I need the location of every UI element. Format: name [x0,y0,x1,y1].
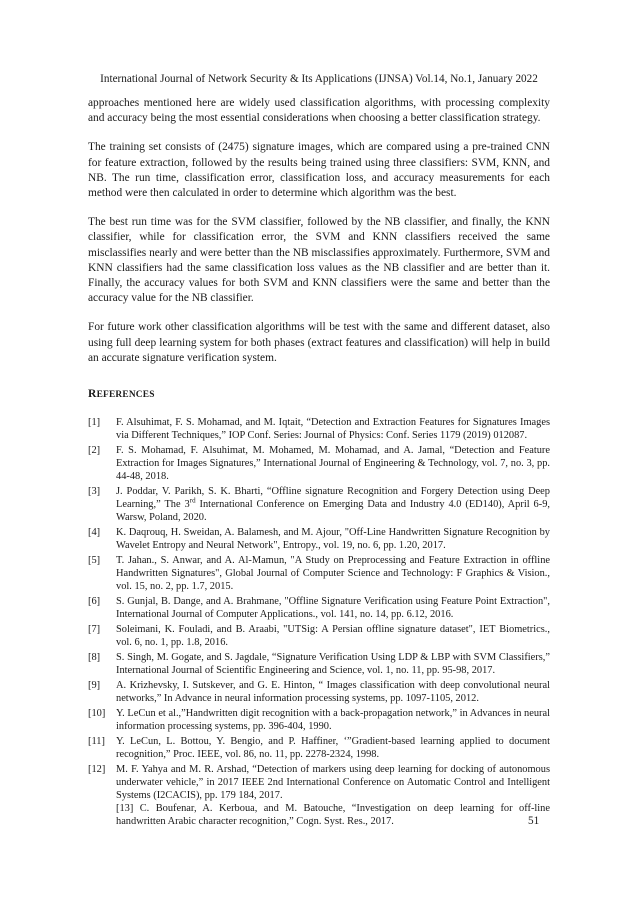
references-heading [88,386,550,403]
paragraph: The training set consists of (2475) signature images, which are compared using a pre-trained CNN for feature extraction, followed by the results being trained using three classifiers: SVM, KNN, and NB. The run time, classification error, classification loss, and accuracy measurements for each method were then calculated in order to determine which algorithm was the best. [88,141,550,200]
reference-text: F. Alsuhimat, F. S. Mohamad, and M. Iqtait, “Detection and Extraction Features for Signatures Images via Different Techniques,” IOP Conf. Series: Journal of Physics: Conf. Series 1179 (2019) 012087. [116,417,550,442]
reference-text: K. Daqrouq, H. Sweidan, A. Balamesh, and M. Ajour, "Off-Line Handwritten Signature Recognition by Wavelet Entropy and Neural Network", Entropy., vol. 19, no. 6, pp. 1.20, 2017. [116,527,550,552]
reference-number: [8] [88,652,101,664]
reference-number: [10] [88,708,106,720]
reference-text: Y. LeCun, L. Bottou, Y. Bengio, and P. Haffiner, ‘”Gradient-based learning applied to document recognition,” Proc. IEEE, vol. 86, no. 11, pp. 2278-2324, 1998. [116,736,550,761]
reference-text: M. F. Yahya and M. R. Arshad, “Detection of markers using deep learning for docking of autonomous underwater vehicle,” in 2017 IEEE 2nd International Conference on Automatic Control and Intelligent Systems (I2CACIS), pp. 179 184, 2017. [116,764,550,802]
reference-superscript: rd [189,496,196,505]
reference-text-part: International Conference on Emerging Data and Industry 4.0 (ED140), April 6-9, Warsw, Poland, 2020. [116,499,550,524]
reference-number: [1] [88,417,101,429]
reference-item [88,707,550,733]
reference-item [88,595,550,621]
reference-item [88,416,550,442]
reference-number: [12] [88,764,106,776]
paragraph: The best run time was for the SVM classifier, followed by the NB classifier, and finally, the KNN classifier, while for classification error, the SVM and KNN classifiers received the same misclassifies nearly and were better than the NB misclassifies approximately. Furthermore, SVM and KNN classifiers had the same classification loss values as the NB classifier and are better than it. Finally, the accuracy values for both SVM and KNN classifiers were the same and better than the accuracy value for the NB classifier. [88,216,550,305]
reference-text: S. Singh, M. Gogate, and S. Jagdale, “Signature Verification Using LDP & LBP with SVM Classifiers,” International Journal of Scientific Engineering and Science, vol. 1, no. 11, pp. 95-98, 2017. [116,652,550,677]
reference-text: T. Jahan., S. Anwar, and A. Al-Mamun, "A Study on Preprocessing and Feature Extraction in offline Handwritten Signatures", Global Journal of Computer Science and Technology: F Graphics & Vision., vol. 15, no. 2, pp. 1.7, 2015. [116,555,550,593]
reference-item [88,763,550,828]
reference-item [88,735,550,761]
references-heading-rest: EFERENCES [96,390,155,401]
reference-item [88,526,550,552]
references-heading-initial: R [88,387,97,401]
reference-item [88,444,550,483]
reference-item [88,485,550,524]
page-number: 51 [528,815,540,827]
reference-text: F. S. Mohamad, F. Alsuhimat, M. Mohamed, M. Mohamad, and A. Jamal, “Detection and Feature Extraction for Images Signatures,” International Journal of Engineering & Technology, vol. 7, no. 3, pp. 44-48, 2018. [116,445,550,483]
reference-item [88,554,550,593]
page-body [88,96,550,830]
reference-number: [6] [88,596,101,608]
running-header: International Journal of Network Security & Its Applications (IJNSA) Vol.14, No.1, January 2022 [100,73,538,85]
reference-number: [5] [88,555,101,567]
reference-number: [4] [88,527,101,539]
paragraph: approaches mentioned here are widely used classification algorithms, with processing complexity and accuracy being the most essential considerations when choosing a better classification strategy. [88,97,550,125]
paragraph: For future work other classification algorithms will be test with the same and different dataset, also using full deep learning system for both phases (extract features and classification) will help in build an accurate signature verification system. [88,321,550,364]
reference-number: [11] [88,736,105,748]
reference-text-part: J. Poddar, V. Parikh, S. K. Bharti, “Offline signature Recognition and Forgery Detection using Deep Learning,” The 3 [116,486,550,511]
reference-text: Soleimani, K. Fouladi, and B. Araabi, "UTSig: A Persian offline signature dataset", IET Biometrics., vol. 6, no. 1, pp. 1.8, 2016. [116,624,550,649]
reference-number: [3] [88,486,101,498]
reference-text: Y. LeCun et al.,”Handwritten digit recognition with a back-propagation network,” in Advances in neural information processing systems, pp. 396-404, 1990. [116,708,550,733]
reference-text: A. Krizhevsky, I. Sutskever, and G. E. Hinton, “ Images classification with deep convolutional neural networks,” In Advance in neural information processing systems, pp. 1097-1105, 2012. [116,680,550,705]
references-list [88,416,550,828]
reference-text: S. Gunjal, B. Dange, and A. Brahmane, "Offline Signature Verification using Feature Point Extraction", International Journal of Computer Applications., vol. 141, no. 14, pp. 6.12, 2016. [116,596,550,621]
reference-item [88,651,550,677]
reference-item [88,679,550,705]
reference-number: [7] [88,624,101,636]
reference-continuation: [13] C. Boufenar, A. Kerboua, and M. Batouche, “Investigation on deep learning for off-line handwritten Arabic character recognition,” Cogn. Syst. Res., 2017. [116,803,550,828]
reference-number: [9] [88,680,101,692]
reference-number: [2] [88,445,101,457]
reference-item [88,623,550,649]
